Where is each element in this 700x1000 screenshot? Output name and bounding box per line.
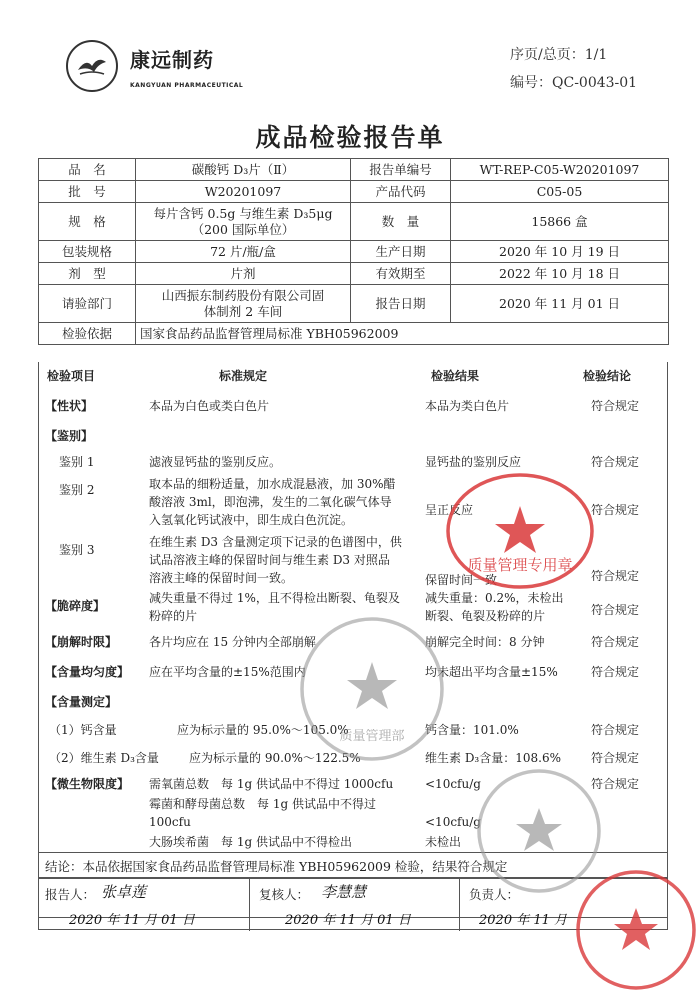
quality-stamp-gray-1 — [296, 614, 448, 764]
qty-value: 15866 盒 — [451, 203, 669, 241]
disintegration-result: 崩解完全时间：8 分钟 — [425, 635, 545, 649]
appearance-standard: 本品为白色或类白色片 — [149, 399, 270, 413]
friability-result-line2: 断裂、龟裂及粉碎的片 — [425, 609, 546, 623]
id1-standard: 滤液显钙盐的鉴别反应。 — [149, 455, 282, 469]
friability-result-line1: 减失重量：0.2%，未检出 — [425, 591, 564, 605]
col-header-standard: 标准规定 — [219, 369, 268, 383]
logo-bird-icon — [76, 52, 108, 80]
qty-label: 数 量 — [351, 203, 451, 241]
reporter-signature: 张卓莲 — [101, 883, 147, 901]
quality-stamp-red — [442, 468, 598, 594]
appearance-conclusion: 符合规定 — [591, 399, 640, 413]
form-label: 剂 型 — [39, 263, 136, 285]
id1-conclusion: 符合规定 — [591, 455, 640, 469]
id3-result: 保留时间一致 — [425, 573, 498, 587]
company-logo — [66, 40, 118, 92]
report-no-value: WT-REP-C05-W20201097 — [451, 159, 669, 181]
stamp2-subtitle: 质量管理部 — [339, 729, 405, 744]
manager-label: 负责人： — [469, 887, 520, 902]
col-header-conclusion: 检验结论 — [583, 369, 632, 383]
uniformity-result: 均未超出平均含量±15% — [425, 665, 558, 679]
id2-item: 鉴别 2 — [59, 483, 95, 497]
id2-standard-line1: 取本品的细粉适量，加水成混悬液，加 30%醋 — [149, 477, 396, 491]
microbial-standard-line3: 100cfu — [149, 815, 191, 829]
uniformity-conclusion: 符合规定 — [591, 665, 640, 679]
dept-label: 请验部门 — [39, 285, 136, 323]
microbial-standard-line4: 大肠埃希菌 每 1g 供试品中不得检出 — [149, 835, 352, 849]
prod-date-label: 生产日期 — [351, 241, 451, 263]
report-no-label: 报告单编号 — [351, 159, 451, 181]
stamp1-subtitle: 质量管理专用章 — [467, 556, 573, 574]
basis-label: 检验依据 — [39, 323, 136, 345]
friability-conclusion: 符合规定 — [591, 603, 640, 617]
quality-stamp-red-2 — [572, 866, 700, 994]
id3-standard-line1: 在维生素 D3 含量测定项下记录的色谱图中，供 — [149, 535, 402, 549]
quality-stamp-gray-2 — [474, 766, 604, 896]
appearance-item: 【性状】 — [45, 399, 94, 413]
spec-value: 每片含钙 0.5g 与维生素 D₃5μg （200 国际单位） — [136, 203, 351, 241]
microbial-standard-line1: 需氧菌总数 每 1g 供试品中不得过 1000cfu — [149, 777, 394, 791]
expiry-value: 2022 年 10 月 18 日 — [451, 263, 669, 285]
expiry-label: 有效期至 — [351, 263, 451, 285]
manager-date: 2020 年 11 月 — [479, 913, 568, 928]
batch-label: 批 号 — [39, 181, 136, 203]
friability-standard-line2: 粉碎的片 — [149, 609, 198, 623]
spec-label: 规 格 — [39, 203, 136, 241]
pack-value: 72 片/瓶/盒 — [136, 241, 351, 263]
microbial-item: 【微生物限度】 — [45, 777, 130, 791]
id2-standard-line2: 酸溶液 3ml，即泡沸，发生的二氧化碳气体导 — [149, 495, 392, 509]
microbial-conclusion: 符合规定 — [591, 777, 640, 791]
appearance-result: 本品为类白色片 — [425, 399, 510, 413]
reporter-label: 报告人： — [45, 887, 96, 902]
microbial-standard-line2: 霉菌和酵母菌总数 每 1g 供试品中不得过 — [149, 797, 376, 811]
reviewer-label: 复核人： — [259, 887, 310, 902]
conclusion-text: 结论：本品依据国家食品药品监督管理局标准 YBH05962009 检验，结果符合规定 — [45, 859, 508, 874]
report-title: 成品检验报告单 — [255, 123, 445, 152]
vitd3-conclusion: 符合规定 — [591, 751, 640, 765]
col-header-result: 检验结果 — [431, 369, 480, 383]
reporter-date: 2020 年 11 月 01 日 — [69, 913, 195, 928]
calcium-item: （1）钙含量 — [49, 723, 117, 737]
calcium-result: 钙含量：101.0% — [425, 723, 519, 737]
friability-standard-line1: 减失重量不得过 1%，且不得检出断裂、龟裂及 — [149, 591, 400, 605]
id3-conclusion: 符合规定 — [591, 569, 640, 583]
calcium-standard: 应为标示量的 95.0%～105.0% — [177, 723, 349, 737]
basis-value: 国家食品药品监督管理局标准 YBH05962009 — [136, 323, 669, 345]
id2-result: 呈正反应 — [425, 503, 474, 517]
product-value: 碳酸钙 D₃片（Ⅱ） — [136, 159, 351, 181]
uniformity-item: 【含量均匀度】 — [45, 665, 130, 679]
assay-heading: 【含量测定】 — [45, 695, 118, 709]
microbial-result-3: 未检出 — [425, 835, 462, 849]
report-date-label: 报告日期 — [351, 285, 451, 323]
id2-conclusion: 符合规定 — [591, 503, 640, 517]
report-date-value: 2020 年 11 月 01 日 — [451, 285, 669, 323]
code-label: 产品代码 — [351, 181, 451, 203]
company-name-cn: 康远制药 — [130, 48, 214, 72]
form-value: 片剂 — [136, 263, 351, 285]
id2-standard-line3: 入氢氧化钙试液中，即生成白色沉淀。 — [149, 513, 354, 527]
product-label: 品 名 — [39, 159, 136, 181]
disintegration-conclusion: 符合规定 — [591, 635, 640, 649]
id1-result: 显钙盐的鉴别反应 — [425, 455, 522, 469]
microbial-result-2: <10cfu/g — [425, 815, 481, 829]
disintegration-item: 【崩解时限】 — [45, 635, 118, 649]
id1-item: 鉴别 1 — [59, 455, 95, 469]
microbial-result-1: <10cfu/g — [425, 777, 481, 791]
pack-label: 包装规格 — [39, 241, 136, 263]
prod-date-value: 2020 年 10 月 19 日 — [451, 241, 669, 263]
uniformity-standard: 应在平均含量的±15%范围内 — [149, 665, 306, 679]
calcium-conclusion: 符合规定 — [591, 723, 640, 737]
company-name-en: KANGYUAN PHARMACEUTICAL — [130, 82, 244, 89]
info-table — [38, 158, 669, 345]
vitd3-result: 维生素 D₃含量：108.6% — [425, 751, 562, 765]
page-number: 序页/总页：1/1 — [510, 47, 608, 63]
reviewer-signature: 李慧慧 — [321, 883, 367, 901]
disintegration-standard: 各片均应在 15 分钟内全部崩解 — [149, 635, 316, 649]
document-number: 编号：QC-0043-01 — [510, 75, 638, 91]
code-value: C05-05 — [451, 181, 669, 203]
id3-standard-line2: 试品溶液主峰的保留时间与维生素 D3 对照品 — [149, 553, 390, 567]
id3-standard-line3: 溶液主峰的保留时间一致。 — [149, 571, 294, 585]
dept-value: 山西振东制药股份有限公司固 体制剂 2 车间 — [136, 285, 351, 323]
id3-item: 鉴别 3 — [59, 543, 95, 557]
vitd3-item: （2）维生素 D₃含量 — [49, 751, 159, 765]
friability-item: 【脆碎度】 — [45, 599, 106, 613]
col-header-item: 检验项目 — [47, 369, 96, 383]
reviewer-date: 2020 年 11 月 01 日 — [285, 913, 411, 928]
batch-value: W20201097 — [136, 181, 351, 203]
identification-heading: 【鉴别】 — [45, 429, 94, 443]
vitd3-standard: 应为标示量的 90.0%～122.5% — [189, 751, 361, 765]
